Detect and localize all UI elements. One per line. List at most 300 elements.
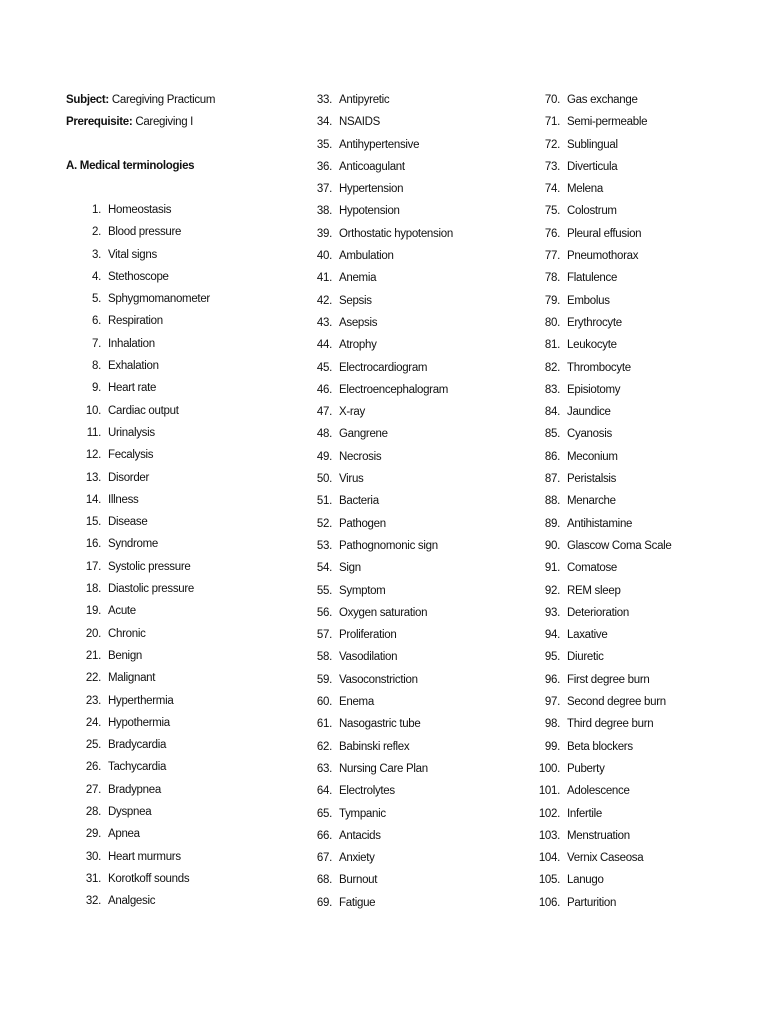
term-number: 79.: [544, 294, 560, 307]
term-number: 71.: [544, 116, 560, 129]
term-number: 106.: [538, 896, 560, 909]
term-number: 101.: [538, 785, 560, 798]
term-list-item: [525, 182, 672, 204]
term-text: Leukocyte: [567, 339, 617, 352]
term-number: 25.: [85, 739, 101, 752]
term-list-item: [525, 561, 672, 583]
term-number: 2.: [92, 226, 101, 239]
term-text: Cardiac output: [108, 404, 179, 417]
term-number: 1.: [92, 204, 101, 216]
term-number: 95.: [544, 651, 560, 664]
term-text: Sublingual: [567, 138, 618, 151]
term-list-item: [300, 338, 453, 360]
term-text: Burnout: [339, 874, 378, 887]
term-number: 7.: [92, 337, 101, 350]
term-list-item: [300, 717, 453, 739]
term-list-item: [525, 807, 672, 829]
term-number: 91.: [544, 562, 560, 575]
term-text: Pleural effusion: [567, 227, 642, 240]
term-text: Laxative: [567, 629, 608, 642]
term-text: Tachycardia: [108, 761, 167, 774]
term-number: 12.: [85, 449, 101, 462]
term-number: 60.: [316, 696, 332, 709]
term-text: Hypothermia: [108, 716, 170, 729]
term-number: 52.: [316, 517, 332, 530]
term-number: 8.: [92, 360, 101, 373]
term-text: Vasoconstriction: [339, 673, 418, 686]
term-list-item: [525, 294, 672, 316]
term-text: Jaundice: [567, 406, 611, 419]
term-text: Nursing Care Plan: [339, 762, 428, 775]
term-text: Bradycardia: [108, 739, 167, 752]
term-list-item: [66, 314, 210, 336]
term-number: 99.: [544, 740, 560, 753]
term-text: Meconium: [567, 450, 618, 463]
term-number: 42.: [316, 294, 332, 307]
term-text: Peristalsis: [567, 473, 617, 486]
term-number: 16.: [85, 538, 101, 551]
term-text: Hyperthermia: [108, 694, 174, 707]
term-list-item: [525, 717, 672, 739]
term-number: 50.: [316, 473, 332, 486]
term-number: 80.: [544, 316, 560, 329]
term-number: 54.: [316, 562, 332, 575]
term-number: 97.: [544, 696, 560, 709]
term-list-item: [525, 316, 672, 338]
term-text: Atrophy: [339, 339, 377, 352]
term-number: 100.: [538, 762, 560, 775]
term-number: 57.: [316, 629, 332, 642]
term-text: Fecalysis: [108, 449, 154, 462]
term-list-item: [66, 716, 210, 738]
term-list-item: [525, 873, 672, 895]
section-title: [66, 159, 194, 173]
term-text: NSAIDS: [339, 116, 381, 129]
term-text: Anxiety: [339, 852, 375, 865]
term-number: 14.: [85, 493, 101, 506]
term-list-item: [66, 515, 210, 537]
term-number: 87.: [544, 473, 560, 486]
term-list-item: [66, 359, 210, 381]
term-text: Adolescence: [567, 785, 630, 798]
term-text: Sepsis: [339, 294, 372, 307]
term-number: 76.: [544, 227, 560, 240]
term-number: 22.: [85, 672, 101, 685]
term-list-item: [300, 896, 453, 918]
term-text: Pathognomonic sign: [339, 539, 438, 552]
term-list-item: [525, 338, 672, 360]
term-list-item: [525, 517, 672, 539]
term-text: Urinalysis: [108, 426, 155, 439]
term-text: Systolic pressure: [108, 560, 191, 573]
term-number: 43.: [316, 316, 332, 329]
term-number: 56.: [316, 606, 332, 619]
term-text: Bradypnea: [108, 783, 161, 796]
term-text: Electrolytes: [339, 785, 395, 798]
term-number: 74.: [544, 183, 560, 196]
term-list-item: [300, 405, 453, 427]
term-list-item: [66, 805, 210, 827]
term-text: Nasogastric tube: [339, 718, 421, 731]
term-text: Second degree burn: [567, 696, 666, 709]
term-number: 64.: [316, 785, 332, 798]
term-number: 13.: [85, 471, 101, 484]
term-list-item: [66, 649, 210, 671]
term-number: 94.: [544, 629, 560, 642]
term-text: Malignant: [108, 672, 156, 685]
term-number: 53.: [316, 539, 332, 552]
term-text: Third degree burn: [567, 718, 654, 731]
term-list-item: [525, 673, 672, 695]
term-list-item: [300, 517, 453, 539]
term-number: 19.: [85, 605, 101, 618]
term-number: 6.: [92, 315, 101, 328]
term-text: Tympanic: [339, 807, 386, 820]
term-list-item: [300, 628, 453, 650]
term-text: Illness: [108, 493, 139, 506]
term-number: 98.: [544, 718, 560, 731]
term-text: Beta blockers: [567, 740, 633, 753]
term-list-item: [525, 227, 672, 249]
term-number: 78.: [544, 272, 560, 285]
term-list-item: [300, 851, 453, 873]
term-list-item: [300, 784, 453, 806]
term-list-item: [525, 584, 672, 606]
term-text: Parturition: [567, 896, 617, 909]
term-text: Symptom: [339, 584, 386, 597]
term-text: REM sleep: [567, 584, 621, 597]
term-list-item: [66, 872, 210, 894]
term-list-item: [300, 584, 453, 606]
term-text: Analgesic: [108, 895, 156, 908]
term-text: Thrombocyte: [567, 361, 631, 374]
term-list-item: [66, 270, 210, 292]
term-number: 70.: [544, 94, 560, 106]
term-text: Dyspnea: [108, 806, 152, 819]
term-text: Sign: [339, 562, 361, 575]
term-list-item: [525, 472, 672, 494]
term-text: Pneumothorax: [567, 250, 639, 263]
term-number: 46.: [316, 383, 332, 396]
term-text: Gangrene: [339, 428, 388, 441]
prerequisite-line: [66, 115, 193, 129]
term-text: Fatigue: [339, 896, 376, 909]
term-list-item: [66, 604, 210, 626]
term-list-item: [300, 762, 453, 784]
term-text: Korotkoff sounds: [108, 872, 190, 885]
term-number: 23.: [85, 694, 101, 707]
term-text: Oxygen saturation: [339, 606, 428, 619]
term-text: Vernix Caseosa: [567, 852, 644, 865]
term-number: 26.: [85, 761, 101, 774]
term-text: Proliferation: [339, 629, 397, 642]
term-number: 67.: [316, 852, 332, 865]
term-list-item: [300, 673, 453, 695]
term-number: 32.: [85, 895, 101, 908]
term-text: Menarche: [567, 495, 616, 508]
term-text: Virus: [339, 473, 364, 486]
term-number: 77.: [544, 250, 560, 263]
term-number: 28.: [85, 806, 101, 819]
term-number: 66.: [316, 829, 332, 842]
term-number: 24.: [85, 716, 101, 729]
term-number: 55.: [316, 584, 332, 597]
term-text: Chronic: [108, 627, 146, 640]
term-text: Hypertension: [339, 183, 404, 196]
term-number: 39.: [316, 227, 332, 240]
terms-column-2: [300, 93, 453, 918]
term-text: Enema: [339, 696, 374, 709]
term-list-item: [300, 450, 453, 472]
term-text: Menstruation: [567, 829, 630, 842]
term-text: Episiotomy: [567, 383, 621, 396]
term-list-item: [525, 115, 672, 137]
term-list-item: [525, 494, 672, 516]
term-text: Orthostatic hypotension: [339, 227, 453, 240]
term-number: 47.: [316, 406, 332, 419]
term-text: Respiration: [108, 315, 163, 328]
term-number: 58.: [316, 651, 332, 664]
term-text: Comatose: [567, 562, 618, 575]
term-list-item: [300, 182, 453, 204]
term-number: 35.: [316, 138, 332, 151]
term-number: 61.: [316, 718, 332, 731]
term-number: 103.: [538, 829, 560, 842]
term-text: Melena: [567, 183, 603, 196]
term-text: Vital signs: [108, 248, 157, 261]
term-number: 105.: [538, 874, 560, 887]
term-list-item: [525, 383, 672, 405]
term-number: 37.: [316, 183, 332, 196]
term-number: 82.: [544, 361, 560, 374]
term-text: Anemia: [339, 272, 377, 285]
term-number: 63.: [316, 762, 332, 775]
term-text: Lanugo: [567, 874, 604, 887]
term-text: Semi-permeable: [567, 116, 648, 129]
term-text: Electrocardiogram: [339, 361, 428, 374]
subject-line: [66, 93, 215, 107]
term-list-item: [66, 627, 210, 649]
term-list-item: [66, 783, 210, 805]
term-list-item: [66, 582, 210, 604]
term-list-item: [300, 539, 453, 561]
term-text: Homeostasis: [108, 204, 172, 216]
term-text: Pathogen: [339, 517, 386, 530]
term-text: Embolus: [567, 294, 610, 307]
term-text: Blood pressure: [108, 226, 182, 239]
term-list-item: [300, 695, 453, 717]
term-list-item: [300, 427, 453, 449]
term-number: 9.: [92, 382, 101, 395]
term-list-item: [66, 560, 210, 582]
term-text: Disorder: [108, 471, 150, 484]
term-number: 93.: [544, 606, 560, 619]
term-list-item: [525, 138, 672, 160]
term-text: Antihistamine: [567, 517, 633, 530]
term-list-item: [525, 829, 672, 851]
term-number: 88.: [544, 495, 560, 508]
term-number: 83.: [544, 383, 560, 396]
term-list-item: [300, 606, 453, 628]
term-text: Acute: [108, 605, 136, 618]
term-text: First degree burn: [567, 673, 650, 686]
term-number: 31.: [85, 872, 101, 885]
term-number: 21.: [85, 649, 101, 662]
term-number: 51.: [316, 495, 332, 508]
term-text: Heart rate: [108, 382, 157, 395]
term-list-item: [525, 271, 672, 293]
term-list-item: [300, 829, 453, 851]
term-number: 45.: [316, 361, 332, 374]
term-text: Antihypertensive: [339, 138, 420, 151]
term-list-item: [525, 361, 672, 383]
term-number: 89.: [544, 517, 560, 530]
term-list-item: [525, 405, 672, 427]
term-list-item: [300, 650, 453, 672]
term-list-item: [525, 695, 672, 717]
term-text: Stethoscope: [108, 270, 169, 283]
term-list-item: [525, 784, 672, 806]
term-text: Heart murmurs: [108, 850, 181, 863]
term-list-item: [525, 427, 672, 449]
term-list-item: [66, 426, 210, 448]
term-number: 5.: [92, 293, 101, 306]
term-number: 29.: [85, 828, 101, 841]
term-number: 90.: [544, 539, 560, 552]
term-text: Diverticula: [567, 160, 618, 173]
subject-value: Caregiving Practicum: [111, 94, 216, 106]
term-number: 4.: [92, 270, 101, 283]
term-number: 30.: [85, 850, 101, 863]
term-list-item: [300, 204, 453, 226]
term-number: 38.: [316, 205, 332, 218]
term-number: 72.: [544, 138, 560, 151]
term-list-item: [525, 896, 672, 918]
term-list-item: [525, 606, 672, 628]
term-text: Antipyretic: [339, 94, 390, 106]
term-list-item: [66, 694, 210, 716]
term-list-item: [525, 740, 672, 762]
term-number: 27.: [85, 783, 101, 796]
term-number: 33.: [316, 94, 332, 106]
term-number: 86.: [544, 450, 560, 463]
term-list-item: [525, 160, 672, 182]
term-list-item: [300, 361, 453, 383]
term-number: 20.: [85, 627, 101, 640]
term-list-item: [300, 807, 453, 829]
term-number: 73.: [544, 160, 560, 173]
prerequisite-label: Prerequisite:: [66, 116, 133, 128]
term-number: 75.: [544, 205, 560, 218]
term-text: X-ray: [339, 406, 365, 419]
term-text: Diastolic pressure: [108, 583, 194, 596]
term-number: 81.: [544, 339, 560, 352]
term-list-item: [66, 671, 210, 693]
term-list-item: [525, 650, 672, 672]
term-text: Deterioration: [567, 606, 629, 619]
term-list-item: [300, 294, 453, 316]
term-text: Syndrome: [108, 538, 159, 551]
term-text: Anticoagulant: [339, 160, 405, 173]
term-list-item: [300, 561, 453, 583]
term-number: 15.: [85, 516, 101, 529]
term-list-item: [66, 292, 210, 314]
term-text: Diuretic: [567, 651, 604, 664]
term-list-item: [525, 628, 672, 650]
term-text: Vasodilation: [339, 651, 398, 664]
term-text: Cyanosis: [567, 428, 612, 441]
term-list-item: [300, 316, 453, 338]
term-list-item: [525, 450, 672, 472]
term-list-item: [300, 138, 453, 160]
term-list-item: [300, 93, 453, 115]
term-list-item: [66, 827, 210, 849]
term-list-item: [300, 249, 453, 271]
term-list-item: [300, 160, 453, 182]
term-list-item: [66, 471, 210, 493]
terms-column-1: [66, 203, 210, 917]
term-number: 49.: [316, 450, 332, 463]
term-list-item: [525, 93, 672, 115]
term-text: Electroencephalogram: [339, 383, 449, 396]
term-list-item: [66, 225, 210, 247]
term-text: Disease: [108, 516, 148, 529]
term-text: Apnea: [108, 828, 140, 841]
term-text: Ambulation: [339, 250, 394, 263]
term-number: 96.: [544, 673, 560, 686]
term-list-item: [66, 738, 210, 760]
term-list-item: [66, 894, 210, 916]
term-text: Hypotension: [339, 205, 400, 218]
term-text: Colostrum: [567, 205, 617, 218]
term-list-item: [525, 249, 672, 271]
term-list-item: [300, 227, 453, 249]
term-number: 40.: [316, 250, 332, 263]
term-text: Inhalation: [108, 337, 155, 350]
term-list-item: [66, 381, 210, 403]
term-number: 85.: [544, 428, 560, 441]
term-number: 41.: [316, 272, 332, 285]
term-list-item: [300, 271, 453, 293]
term-number: 48.: [316, 428, 332, 441]
term-list-item: [300, 383, 453, 405]
terms-column-3: [525, 93, 672, 918]
term-number: 3.: [92, 248, 101, 261]
term-number: 104.: [538, 852, 560, 865]
term-list-item: [66, 337, 210, 359]
term-number: 59.: [316, 673, 332, 686]
term-text: Necrosis: [339, 450, 382, 463]
term-text: Sphygmomanometer: [108, 293, 210, 306]
term-list-item: [300, 115, 453, 137]
term-text: Exhalation: [108, 360, 159, 373]
term-text: Antacids: [339, 829, 381, 842]
term-list-item: [66, 203, 210, 225]
term-text: Glascow Coma Scale: [567, 539, 672, 552]
term-list-item: [66, 404, 210, 426]
term-list-item: [525, 204, 672, 226]
term-list-item: [300, 472, 453, 494]
term-list-item: [300, 494, 453, 516]
term-list-item: [66, 850, 210, 872]
term-text: Erythrocyte: [567, 316, 622, 329]
term-list-item: [66, 248, 210, 270]
term-text: Flatulence: [567, 272, 618, 285]
term-number: 102.: [538, 807, 560, 820]
term-list-item: [66, 448, 210, 470]
term-text: Bacteria: [339, 495, 379, 508]
term-text: Puberty: [567, 762, 605, 775]
